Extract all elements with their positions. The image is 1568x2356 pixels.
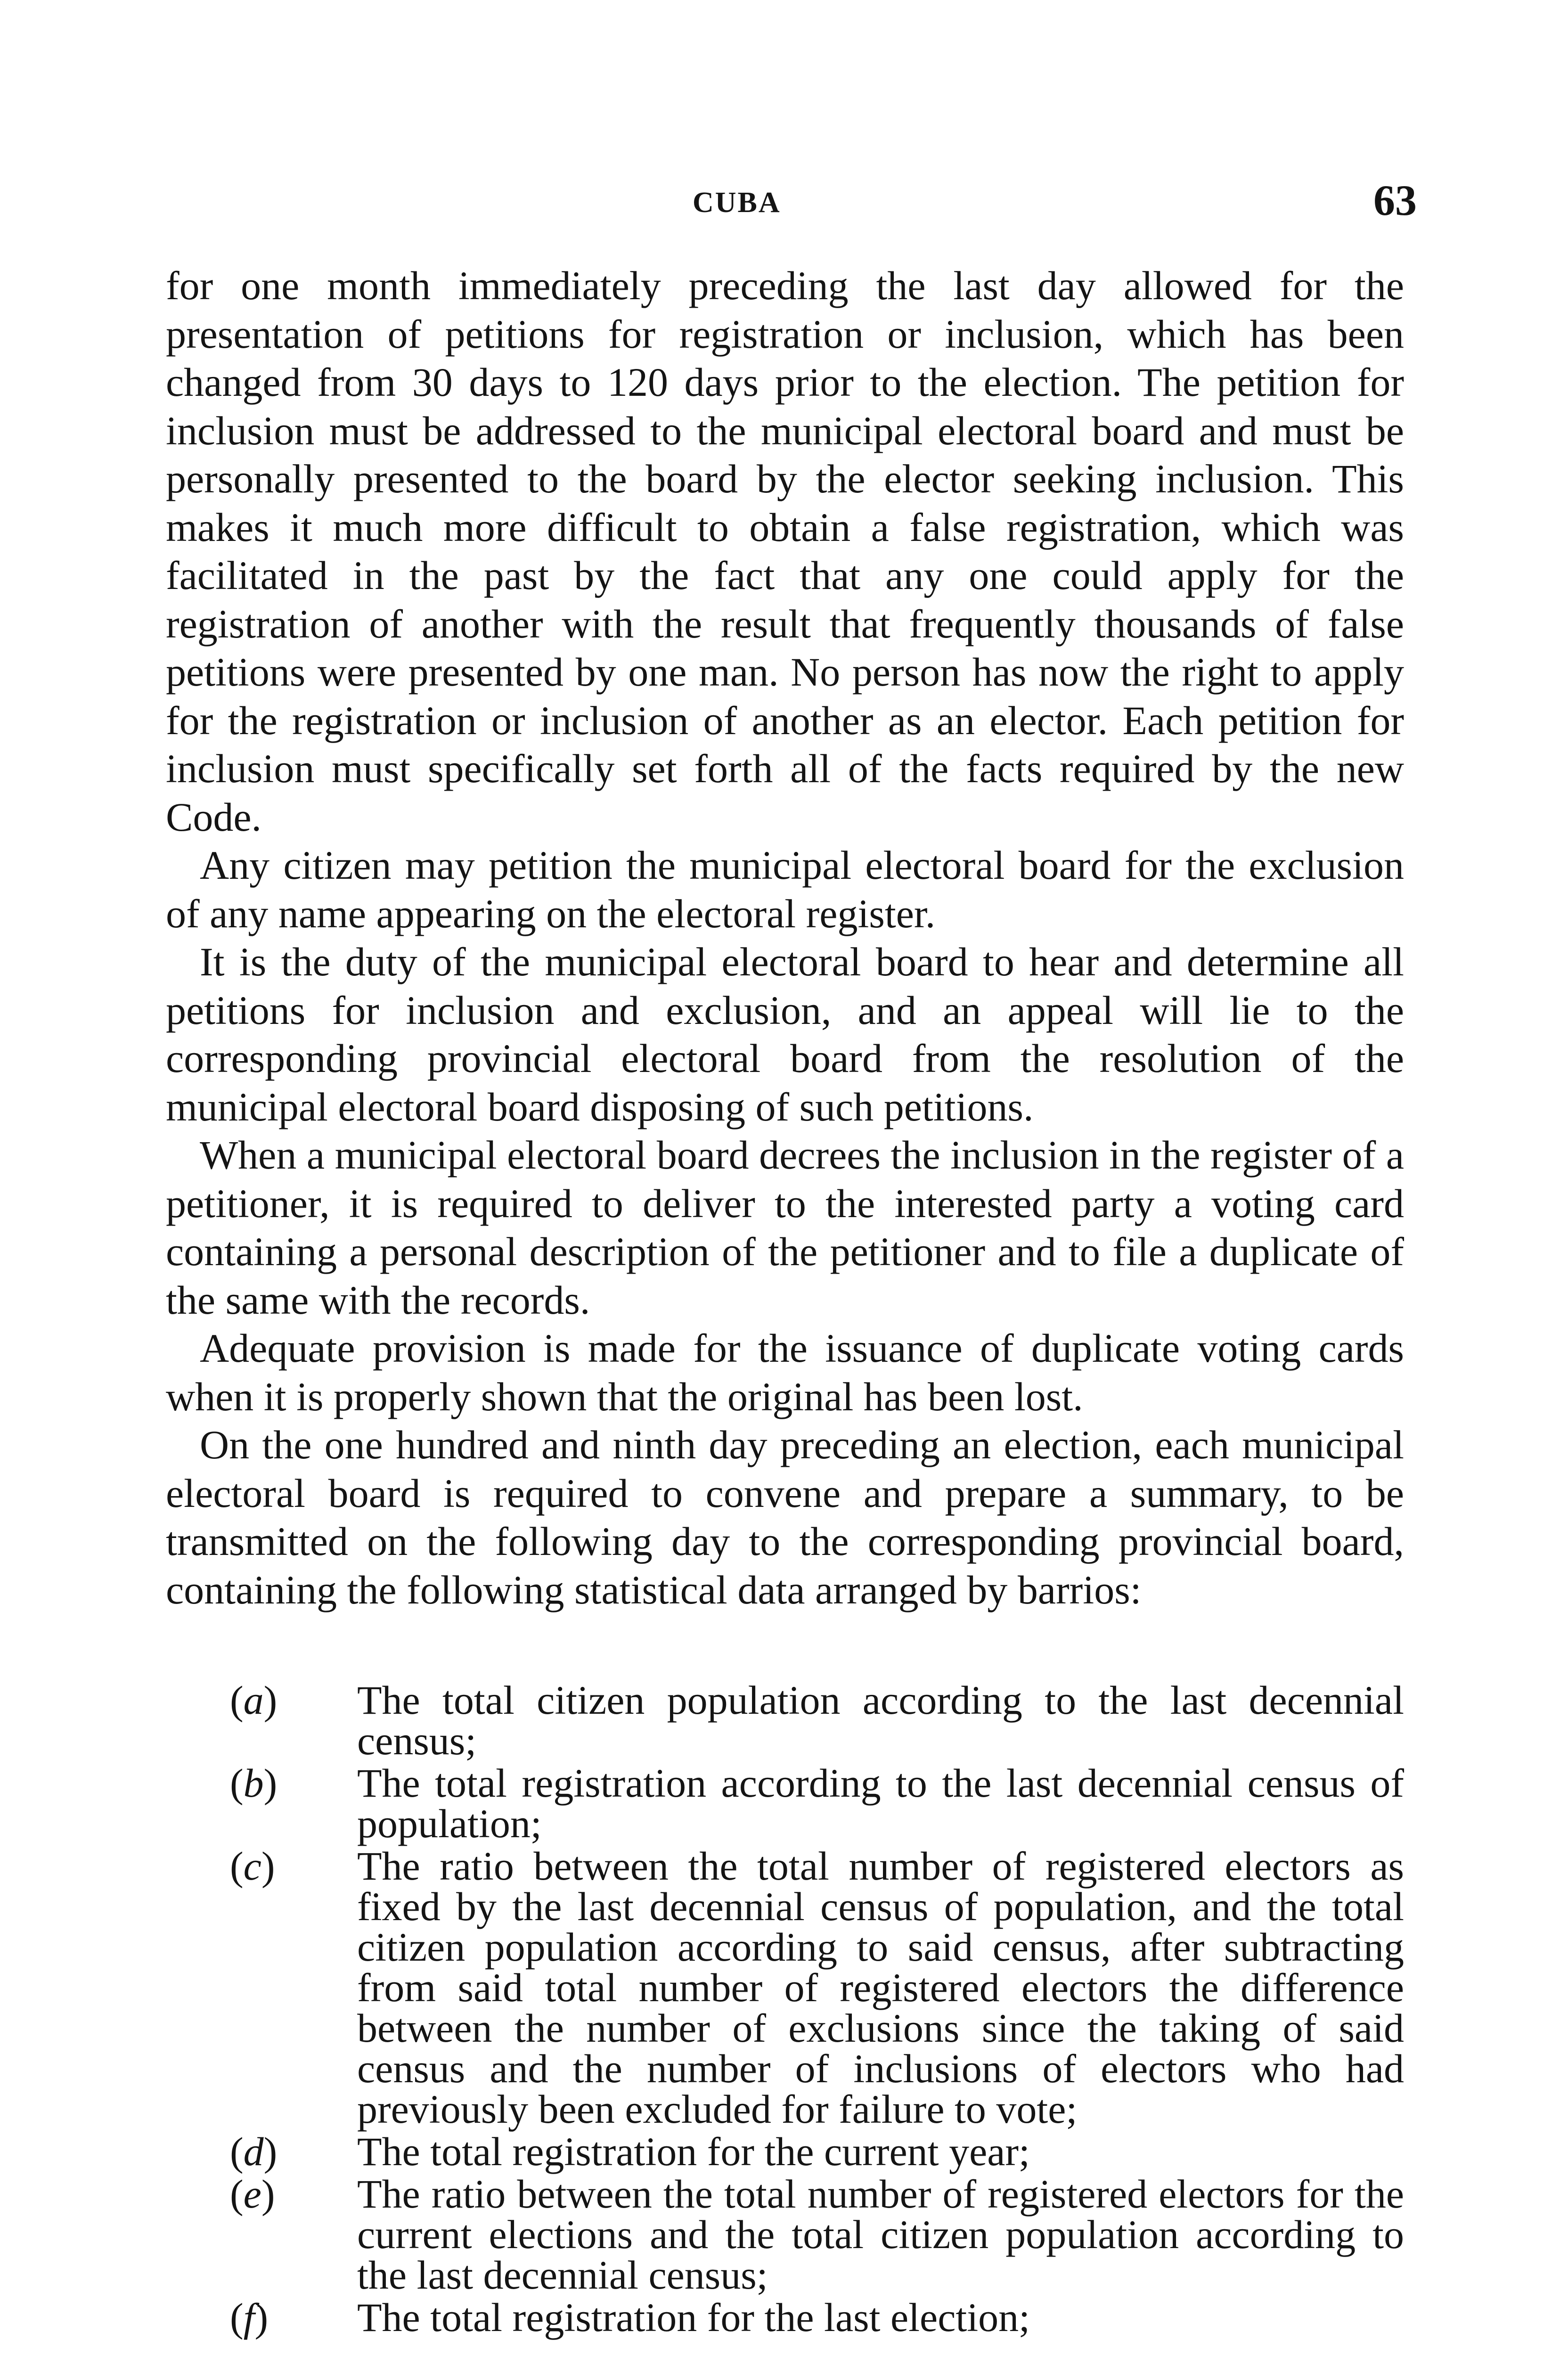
list-item-text: The total registration for the last election;	[357, 2295, 1030, 2340]
statistical-data-list	[230, 1677, 1404, 2340]
list-marker: (b)	[230, 1760, 278, 1806]
paragraph: Any citizen may petition the municipal electoral board for the exclusion of any name appearing on the electoral register.	[166, 843, 1404, 936]
list-marker: (a)	[230, 1677, 278, 1723]
paragraph: for one month immediately preceding the last day allowed for the presentation of petitions for registration or inclusion, which has been changed from 30 days to 120 days prior to the election. The petition for inclusion must be addressed to the municipal electoral board and must be personally presented to the board by the elector seeking inclusion. This makes it much more difficult to obtain a false registration, which was facilitated in the past by the fact that any one could apply for the registration of another with the result that frequently thousands of false petitions were presented by one man. No person has now the right to apply for the registration or inclusion of another as an elector. Each petition for inclusion must specifically set forth all of the facts required by the new Code.	[166, 263, 1404, 840]
list-item-text: The total registration according to the last decennial census of population;	[357, 1760, 1404, 1846]
paragraph: Adequate provision is made for the issuance of duplicate voting cards when it is properly shown that the original has been lost.	[166, 1325, 1404, 1419]
list-item	[230, 1760, 1404, 1846]
list-item-text: The total registration for the current year;	[357, 2129, 1030, 2174]
list-item	[230, 2171, 1404, 2298]
list-item-text: The total citizen population according to the last decennial census;	[357, 1677, 1404, 1763]
list-item	[230, 1843, 1404, 2132]
list-item-text: The ratio between the total number of registered electors for the current elections and the total citizen population according to the last decennial census;	[357, 2171, 1404, 2298]
list-marker: (e)	[230, 2171, 275, 2217]
list-item	[230, 2131, 1404, 2172]
body-text	[166, 262, 1404, 1614]
page-number: 63	[1373, 176, 1417, 224]
list-marker: (f)	[230, 2295, 269, 2340]
list-item	[230, 1677, 1404, 1763]
paragraph: When a municipal electoral board decrees the inclusion in the register of a petitioner, it is required to deliver to the interested party a voting card containing a personal description of the petitioner and to file a duplicate of the same with the records.	[166, 1132, 1404, 1323]
list-item-text: The ratio between the total number of registered electors as fixed by the last decennial census of population, and the total citizen population according to said census, after subtracting from said total number of registered electors the difference between the number of exclusions since the taking of said census and the number of inclusions of electors who had previously been excluded for failure to vote;	[357, 1843, 1404, 2132]
list-marker: (d)	[230, 2129, 278, 2174]
paragraph: It is the duty of the municipal electoral board to hear and determine all petitions for inclusion and exclusion, and an appeal will lie to the corresponding provincial electoral board from the resolution of the municipal electoral board disposing of such petitions.	[166, 939, 1404, 1129]
paragraph: On the one hundred and ninth day preceding an election, each municipal electoral board is required to convene and prepare a summary, to be transmitted on the following day to the corresponding provincial board, containing the following statistical data arranged by barrios:	[166, 1422, 1404, 1612]
list-marker: (c)	[230, 1843, 275, 1889]
list-item	[230, 2297, 1404, 2338]
running-head: CUBA	[693, 187, 781, 219]
